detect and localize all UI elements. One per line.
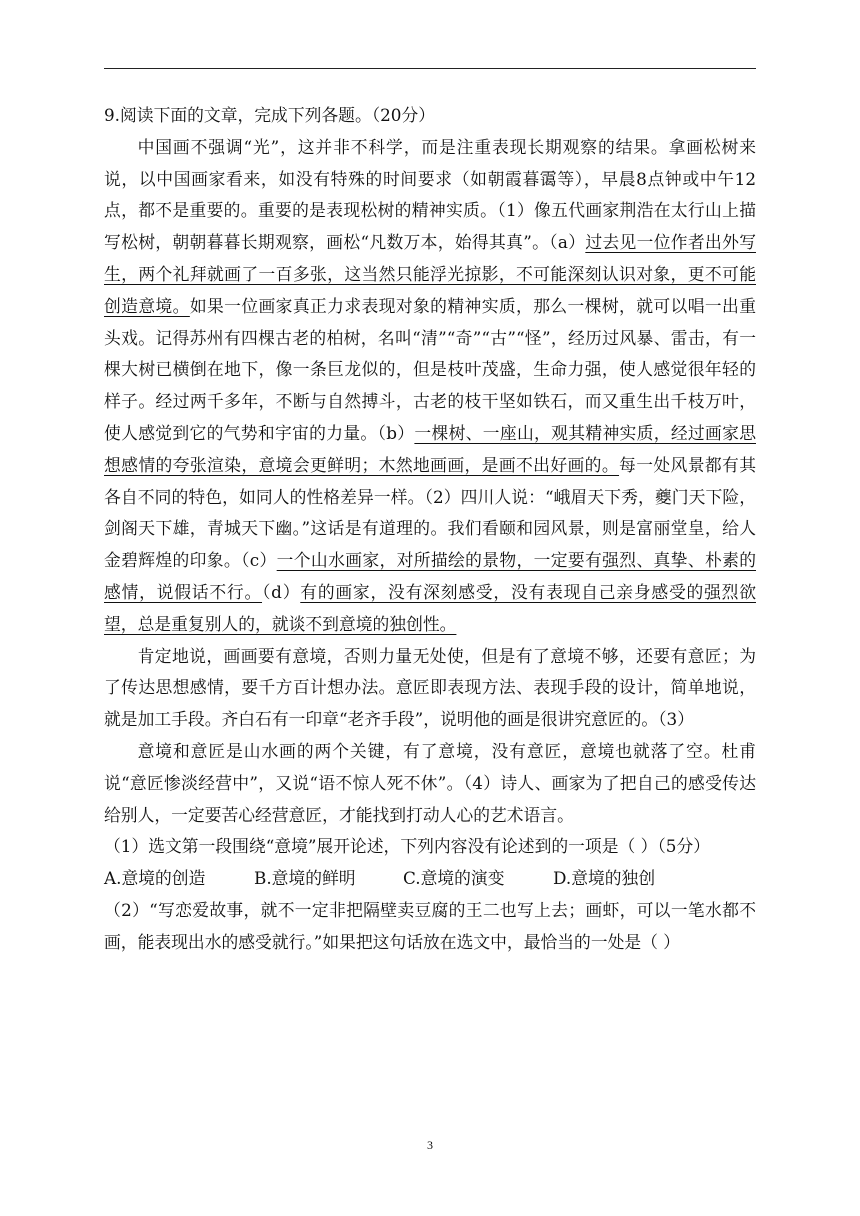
option-c: C.意境的演变 [403,868,505,889]
subquestion-1-options [104,863,756,895]
underlined-sentence-d: 有的画家，没有深刻感受，没有表现自己亲身感受的强烈欲望，总是重复别人的，就谈不到意境的独创性。 [104,581,756,634]
option-b: B.意境的鲜明 [254,868,356,889]
document-page [104,100,756,959]
question-title: 9.阅读下面的文章，完成下列各题。（20分） [104,105,436,125]
p1-text-2: 如果一位画家真正力求表现对象的精神实质，那么一棵树，就可以唱一出重头戏。记得苏州有四棵古老的柏树，名叫“清”“奇”“古”“怪”，经历过风暴、雷击，有一棵大树已横倒在地下，像一条巨龙似的，但是枝叶茂盛，生命力强，使人感觉很年轻的样子。经过两千多年，不断与自然搏斗，古老的枝干坚如铁石，而又重生出千枝万叶，使人感觉到它的气势和宇宙的力量。（b） [104,295,756,443]
underlined-sentence-c: 一个山水画家，对所描绘的景物，一定要有强烈、真挚、朴素的感情，说假话不行。 [104,550,756,602]
page-number: 3 [427,1138,433,1152]
p1-text-4: （d） [262,581,301,602]
passage-paragraph-1 [104,132,756,641]
option-a: A.意境的创造 [104,868,206,889]
subquestion-2-stem: （2）“写恋爱故事，就不一定非把隔壁卖豆腐的王二也写上去；画虾，可以一笔水都不画，能表现出水的感受就行。”如果把这句话放在选文中，最恰当的一处是（ ） [104,899,756,952]
passage-paragraph-3: 意境和意匠是山水画的两个关键，有了意境，没有意匠，意境也就落了空。杜甫说“意匠惨淡经营中”，又说“语不惊人死不休”。（4）诗人、画家为了把自己的感受传达给别人，一定要苦心经营意匠，才能找到打动人心的艺术语言。 [104,740,756,825]
p1-text-1: 中国画不强调“光”，这并非不科学，而是注重表现长期观察的结果。拿画松树来说，以中国画家看来，如没有特殊的时间要求（如朝霞暮霭等），早晨8点钟或中午12点，都不是重要的。重要的是表现松树的精神实质。（1）像五代画家荆浩在太行山上描写松树，朝朝暮暮长期观察，画松“凡数万本，始得其真”。（a） [104,136,756,253]
p1-text-3: 每一处风景都有其各自不同的特色，如同人的性格差异一样。（2）四川人说：“峨眉天下秀，夔门天下险，剑阁天下雄，青城天下幽。”这话是有道理的。我们看颐和园风景，则是富丽堂皇，给人金碧辉煌的印象。（c） [104,454,756,571]
underlined-sentence-a: 过去见一位作者出外写生，两个礼拜就画了一百多张，这当然只能浮光掠影，不可能深刻认识对象，更不可能创造意境。 [104,232,756,316]
underlined-sentence-b: 一棵树、一座山，观其精神实质，经过画家思想感情的夸张渲染，意境会更鲜明；木然地画画，是画不出好画的。 [104,422,756,475]
subquestion-1-stem: （1）选文第一段围绕“意境”展开论述，下列内容没有论述到的一项是（ ）（5分） [104,836,711,857]
passage-paragraph-2: 肯定地说，画画要有意境，否则力量无处使，但是有了意境不够，还要有意匠；为了传达思想感情，要千方百计想办法。意匠即表现方法、表现手段的设计，简单地说，就是加工手段。齐白石有一印章“老齐手段”，说明他的画是很讲究意匠的。（3） [104,645,756,730]
header-rule [104,68,756,69]
option-d: D.意境的独创 [553,868,656,889]
